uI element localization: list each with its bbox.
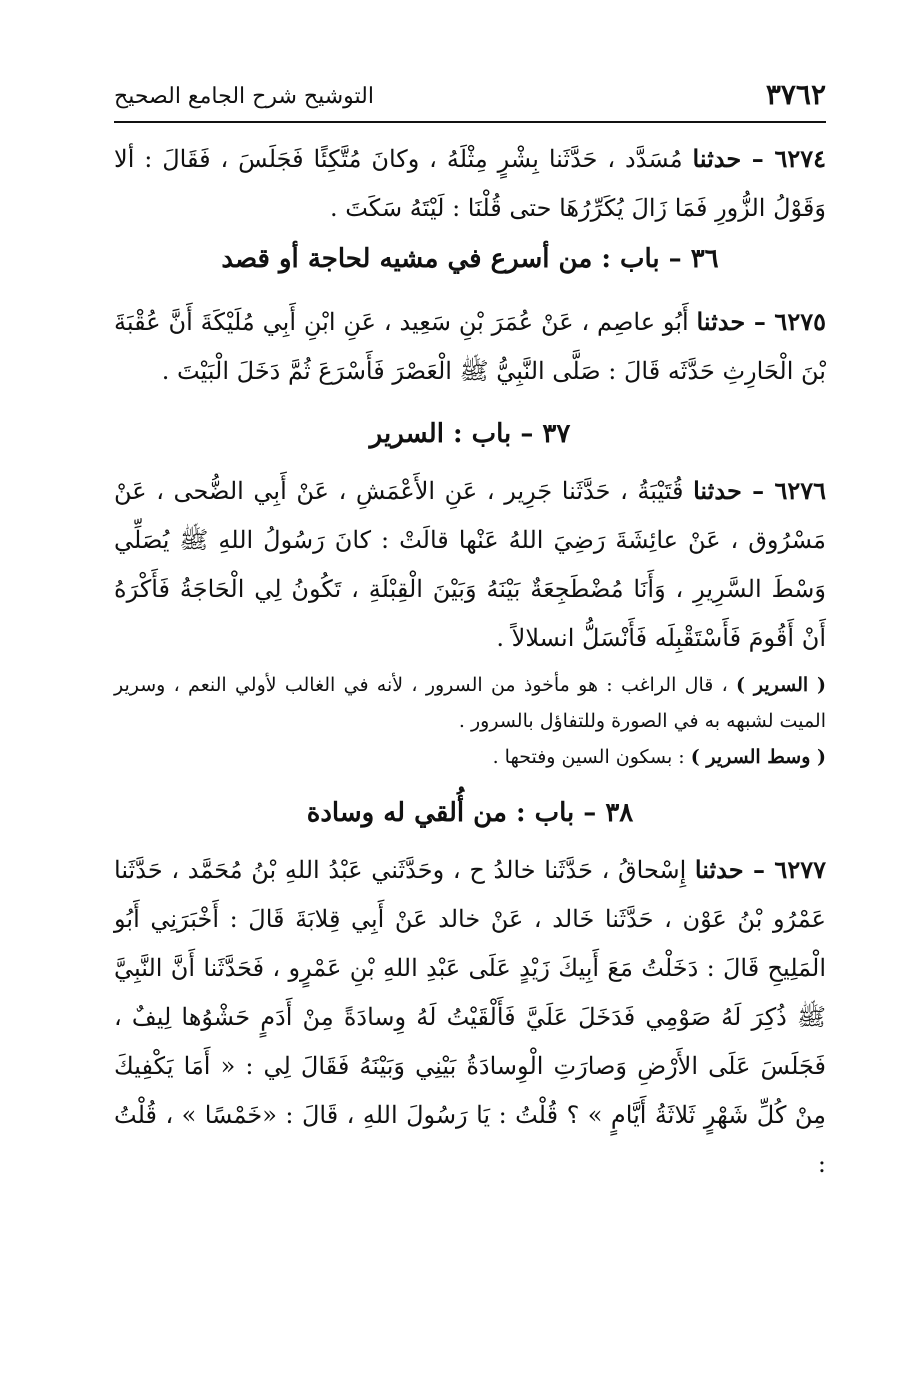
commentary-text: ، قال الراغب : هو مأخوذ من السرور ، لأنه في الغالب لأولي النعم ، وسرير الميت لشبهه به في الصورة وللتفاؤل بالسرور . bbox=[114, 674, 826, 732]
hadith-6275 bbox=[114, 297, 826, 396]
hadith-text: أَبُو عاصِم ، عَنْ عُمَرَ بْنِ سَعِيد ، عَنِ ابْنِ أَبِي مُلَيْكَةَ أَنَّ عُقْبَةَ بْنَ الْحَارِثِ حَدَّثَه قَالَ : صَلَّى النَّبِيُّ ﷺ الْعَصْرَ فَأَسْرَعَ ثُمَّ دَخَلَ الْبَيْتَ . bbox=[114, 308, 826, 385]
page-header bbox=[114, 78, 826, 124]
hadith-6276 bbox=[114, 466, 826, 663]
commentary-note-sarir bbox=[114, 667, 826, 739]
header-rule bbox=[114, 121, 826, 123]
hadith-number-label: ٦٢٧٧ – حدثنا bbox=[694, 855, 826, 884]
hadith-text: إِسْحاقُ ، حَدَّثَنا خالدُ ح ، وحَدَّثَني عَبْدُ اللهِ بْنُ مُحَمَّد ، حَدَّثَنا عَمْرُو بْنُ عَوْن ، حَدَّثَنا خَالد ، عَنْ خالد عَنْ أَبِي قِلابَةَ قَالَ : أَخْبَرَنِي أَبُو الْمَلِيحِ قَالَ : دَخَلْتُ مَعَ أَبِيكَ زَيْدٍ عَلَى عَبْدِ اللهِ بْنِ عَمْرٍو ، فَحَدَّثَنا أَنَّ النَّبِيَّ ﷺ ذُكِرَ لَهُ صَوْمِي فَدَخَلَ عَلَيَّ فَأَلْقَيْتُ لَهُ وِسادَةً مِنْ أَدَمٍ حَشْوُها لِيفٌ ، فَجَلَسَ عَلَى الأَرْضِ وَصارَتِ الْوِسادَةُ بَيْنِي وَبَيْنَهُ فَقَالَ لِي : « أَمَا يَكْفِيكَ مِنْ كُلِّ شَهْرٍ ثَلاثَةُ أَيَّامٍ » ؟ قُلْتُ : يَا رَسُولَ اللهِ ، قَالَ : «خَمْسًا » ، قُلْتُ : bbox=[114, 856, 826, 1178]
commentary-term: ( السرير ) bbox=[736, 674, 827, 696]
hadith-text: مُسَدَّد ، حَدَّثَنا بِشْرٍ مِثْلَهُ ، وكانَ مُتَّكِئًا فَجَلَسَ ، فَقَالَ : ألا وَقَوْلُ الزُّورِ فَمَا زَالَ يُكَرِّرُهَا حتى قُلْنَا : لَيْتَهُ سَكَتَ . bbox=[114, 145, 826, 222]
chapter-heading-37: ٣٧ – باب : السرير bbox=[369, 419, 571, 449]
hadith-number-label: ٦٢٧٥ – حدثنا bbox=[696, 307, 826, 336]
chapter-heading-36: ٣٦ – باب : من أسرع في مشيه لحاجة أو قصد bbox=[221, 244, 719, 274]
page-number: ٣٧٦٢ bbox=[765, 78, 826, 111]
book-page bbox=[114, 78, 826, 1189]
hadith-number-label: ٦٢٧٦ – حدثنا bbox=[693, 476, 826, 505]
chapter-heading-38: ٣٨ – باب : من أُلقي له وسادة bbox=[306, 798, 634, 828]
hadith-6274 bbox=[114, 134, 826, 233]
commentary-text: : بسكون السين وفتحها . bbox=[492, 746, 685, 768]
commentary-note-wast bbox=[114, 739, 826, 775]
commentary-term: ( وسط السرير ) bbox=[690, 746, 826, 768]
hadith-number-label: ٦٢٧٤ – حدثنا bbox=[692, 144, 826, 173]
running-title: التوشيح شرح الجامع الصحيح bbox=[114, 84, 374, 109]
hadith-6277 bbox=[114, 845, 826, 1189]
hadith-text: قُتَيْبَةُ ، حَدَّثَنا جَرِير ، عَنِ الأَعْمَشِ ، عَنْ أَبِي الضُّحى ، عَنْ مَسْرُوق ، عَنْ عائِشَةَ رَضِيَ اللهُ عَنْها قالَتْ : كانَ رَسُولُ اللهِ ﷺ يُصَلِّي وَسْطَ السَّرِيرِ ، وَأَنَا مُضْطَجِعَةٌ بَيْنَهُ وَبَيْنَ الْقِبْلَةِ ، تَكُونُ لِي الْحَاجَةُ فَأَكْرَهُ أَنْ أَقُومَ فَأَسْتَقْبِلَه فَأَنْسَلُّ انسلالاً . bbox=[114, 477, 826, 652]
